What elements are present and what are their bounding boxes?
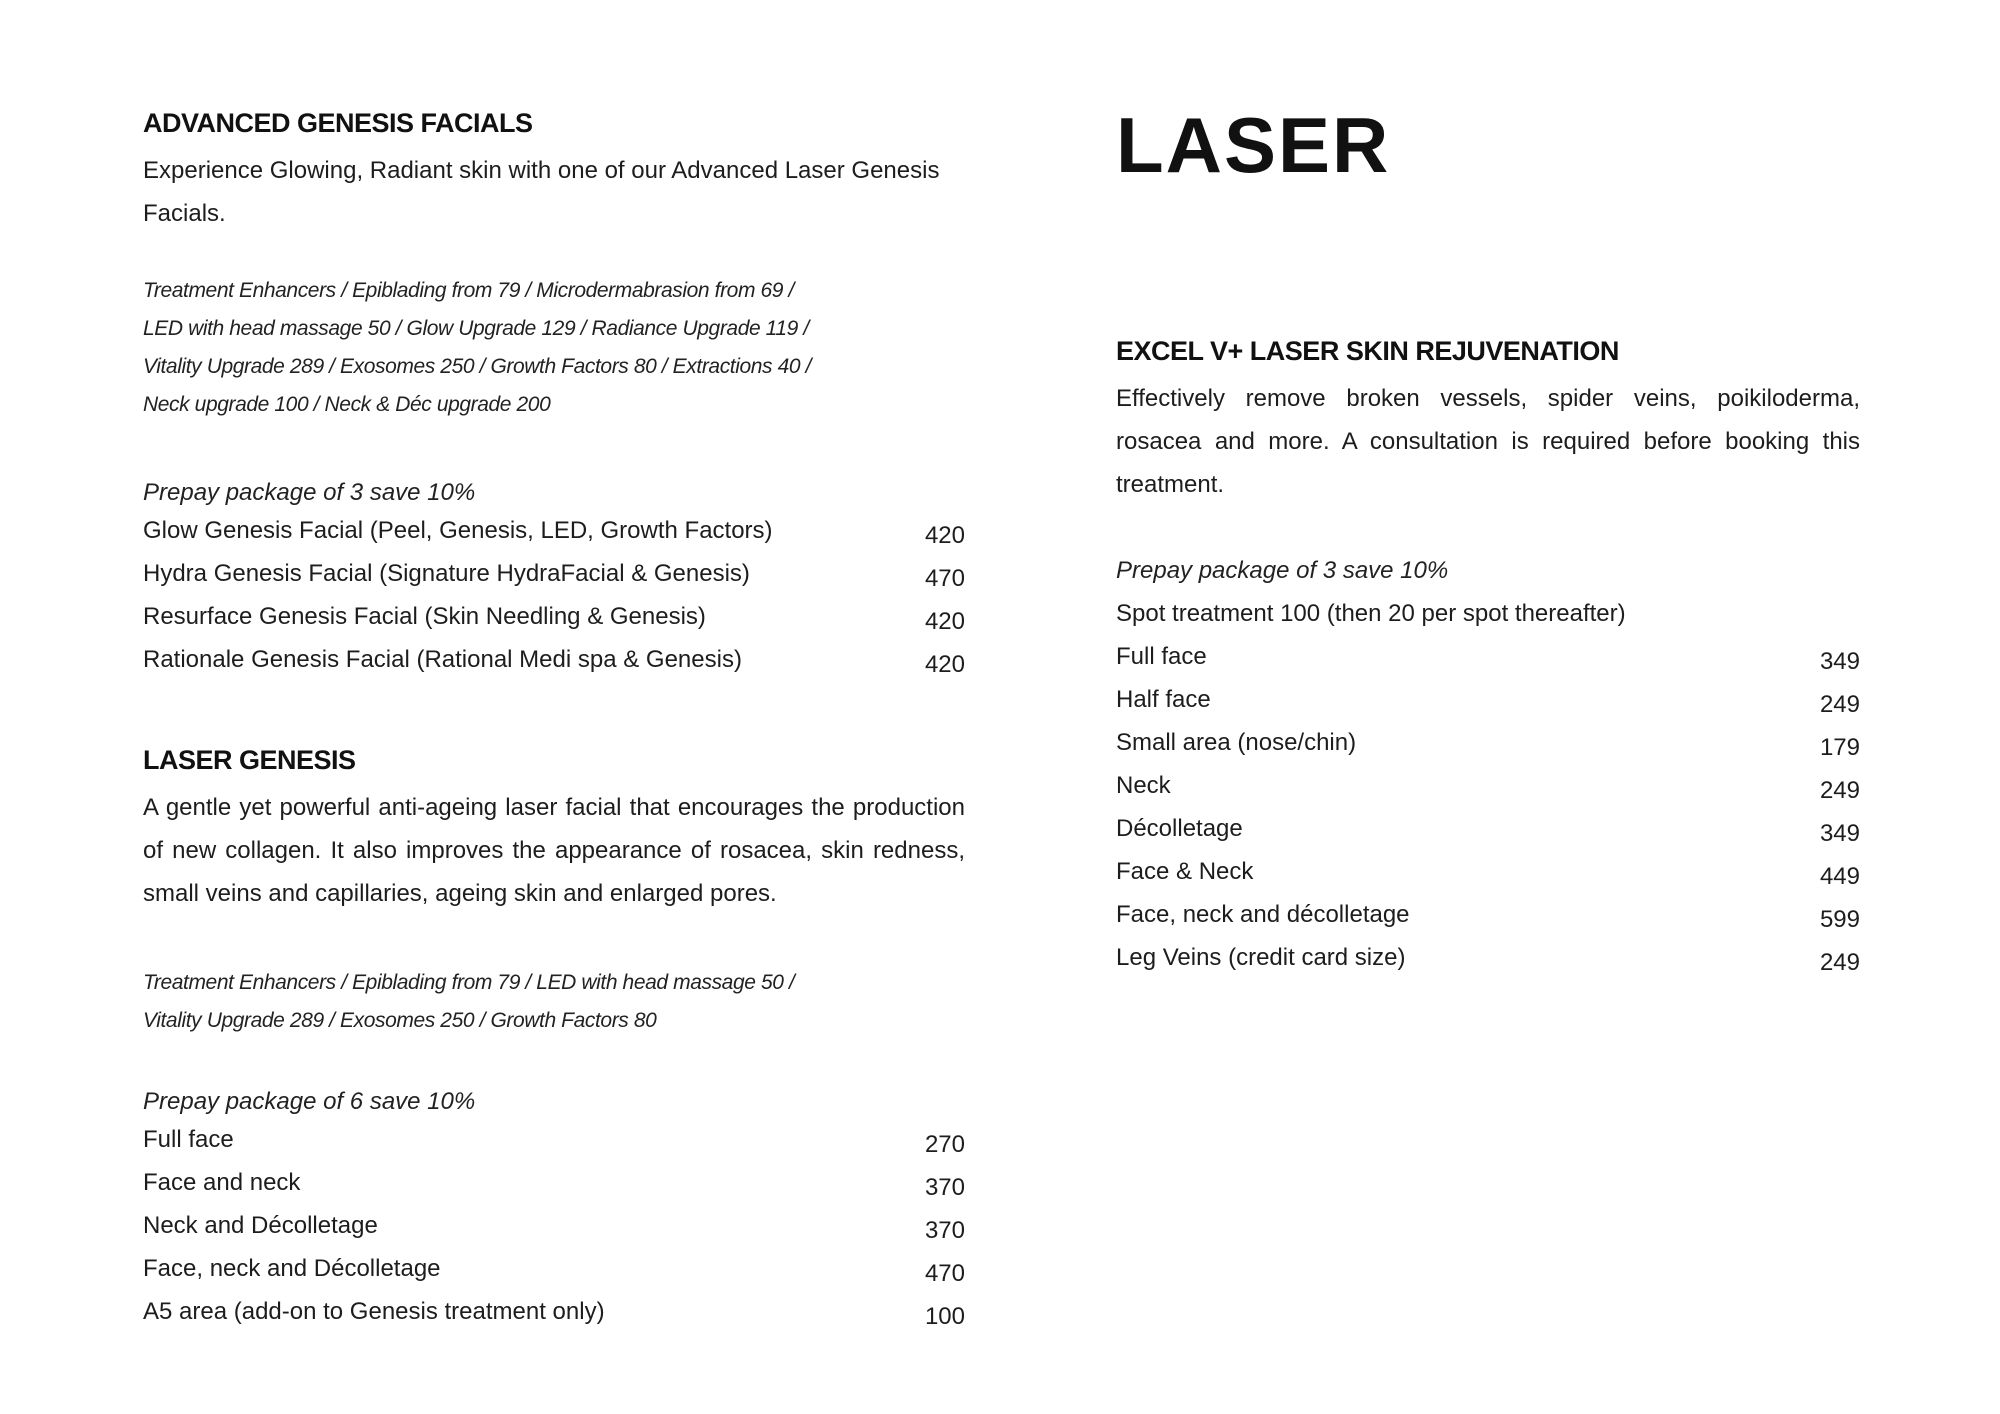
- price-row: [143, 1126, 965, 1169]
- advanced-genesis-description: Experience Glowing, Radiant skin with one of our Advanced Laser Genesis Facials.: [143, 157, 940, 227]
- price-row: [143, 560, 965, 603]
- advanced-genesis-heading: ADVANCED GENESIS FACIALS: [143, 108, 533, 138]
- treatment-price: 420: [924, 522, 965, 549]
- treatment-price: 100: [924, 1303, 965, 1330]
- enhancer-line: Treatment Enhancers / Epiblading from 79 / LED with head massage 50 /: [143, 971, 795, 994]
- excel-v-package-note: Prepay package of 3 save 10%: [1116, 557, 1449, 584]
- treatment-price: 420: [924, 608, 965, 635]
- treatment-name: Face, neck and Décolletage: [143, 1255, 441, 1282]
- treatment-price: 349: [1819, 648, 1860, 675]
- treatment-name: Small area (nose/chin): [1116, 729, 1357, 756]
- price-row: [1116, 686, 1860, 729]
- enhancer-line: LED with head massage 50 / Glow Upgrade 129 / Radiance Upgrade 119 /: [143, 317, 809, 340]
- treatment-price: 270: [924, 1131, 965, 1158]
- price-row: [1116, 643, 1860, 686]
- price-row: [143, 1169, 965, 1212]
- enhancer-line: Neck upgrade 100 / Neck & Déc upgrade 200: [143, 393, 551, 416]
- treatment-price: 470: [924, 565, 965, 592]
- excel-v-heading: EXCEL V+ LASER SKIN REJUVENATION: [1116, 336, 1619, 366]
- treatment-price: 599: [1819, 906, 1860, 933]
- enhancer-line: Treatment Enhancers / Epiblading from 79 / Microdermabrasion from 69 /: [143, 279, 794, 302]
- treatment-price: 370: [924, 1174, 965, 1201]
- treatment-name: Full face: [143, 1126, 234, 1153]
- laser-genesis-heading: LASER GENESIS: [143, 745, 356, 775]
- spot-treatment-note: Spot treatment 100 (then 20 per spot thereafter): [1116, 600, 1626, 627]
- treatment-name: Half face: [1116, 686, 1211, 713]
- treatment-price: 349: [1819, 820, 1860, 847]
- laser-genesis-package-note: Prepay package of 6 save 10%: [143, 1088, 476, 1115]
- treatment-price: 249: [1819, 777, 1860, 804]
- price-row: [143, 517, 965, 560]
- enhancer-line: Vitality Upgrade 289 / Exosomes 250 / Growth Factors 80 / Extractions 40 /: [143, 355, 812, 378]
- laser-genesis-description: A gentle yet powerful anti-ageing laser facial that encourages the production of new collagen. It also improves the appearance of rosacea, skin redness, small veins and capillaries, ageing skin and enlarged pores.: [143, 794, 965, 907]
- price-row: [1116, 944, 1860, 987]
- laser-genesis-price-list: [143, 1126, 965, 1341]
- price-row: [143, 1298, 965, 1341]
- treatment-price: 249: [1819, 691, 1860, 718]
- treatment-name: Full face: [1116, 643, 1207, 670]
- price-row: [1116, 858, 1860, 901]
- treatment-name: Face and neck: [143, 1169, 301, 1196]
- treatment-price: 179: [1819, 734, 1860, 761]
- treatment-name: Neck: [1116, 772, 1171, 799]
- price-row: [1116, 729, 1860, 772]
- treatment-name: Face & Neck: [1116, 858, 1254, 885]
- price-row: [1116, 815, 1860, 858]
- treatment-name: Leg Veins (credit card size): [1116, 944, 1406, 971]
- page-title: LASER: [1116, 101, 1391, 189]
- price-row: [143, 1212, 965, 1255]
- price-row: [1116, 901, 1860, 944]
- advanced-genesis-package-note: Prepay package of 3 save 10%: [143, 479, 476, 506]
- price-row: [143, 603, 965, 646]
- treatment-name: Neck and Décolletage: [143, 1212, 378, 1239]
- treatment-name: A5 area (add-on to Genesis treatment only): [143, 1298, 605, 1325]
- treatment-price: 249: [1819, 949, 1860, 976]
- treatment-name: Hydra Genesis Facial (Signature HydraFacial & Genesis): [143, 560, 750, 587]
- excel-v-price-list: [1116, 643, 1860, 987]
- laser-genesis-enhancers: [143, 964, 794, 1040]
- treatment-price: 470: [924, 1260, 965, 1287]
- treatment-name: Décolletage: [1116, 815, 1243, 842]
- enhancer-line: Vitality Upgrade 289 / Exosomes 250 / Growth Factors 80: [143, 1009, 657, 1032]
- advanced-genesis-enhancers: [143, 272, 811, 424]
- excel-v-description: Effectively remove broken vessels, spider veins, poikiloderma, rosacea and more. A consultation is required before booking this treatment.: [1116, 385, 1860, 498]
- treatment-name: Resurface Genesis Facial (Skin Needling & Genesis): [143, 603, 706, 630]
- advanced-genesis-price-list: [143, 517, 965, 689]
- treatment-price: 449: [1819, 863, 1860, 890]
- price-row: [1116, 772, 1860, 815]
- treatment-price: 370: [924, 1217, 965, 1244]
- treatment-name: Glow Genesis Facial (Peel, Genesis, LED, Growth Factors): [143, 517, 773, 544]
- treatment-name: Rationale Genesis Facial (Rational Medi spa & Genesis): [143, 646, 742, 673]
- treatment-price: 420: [924, 651, 965, 678]
- price-row: [143, 1255, 965, 1298]
- price-row: [143, 646, 965, 689]
- treatment-name: Face, neck and décolletage: [1116, 901, 1410, 928]
